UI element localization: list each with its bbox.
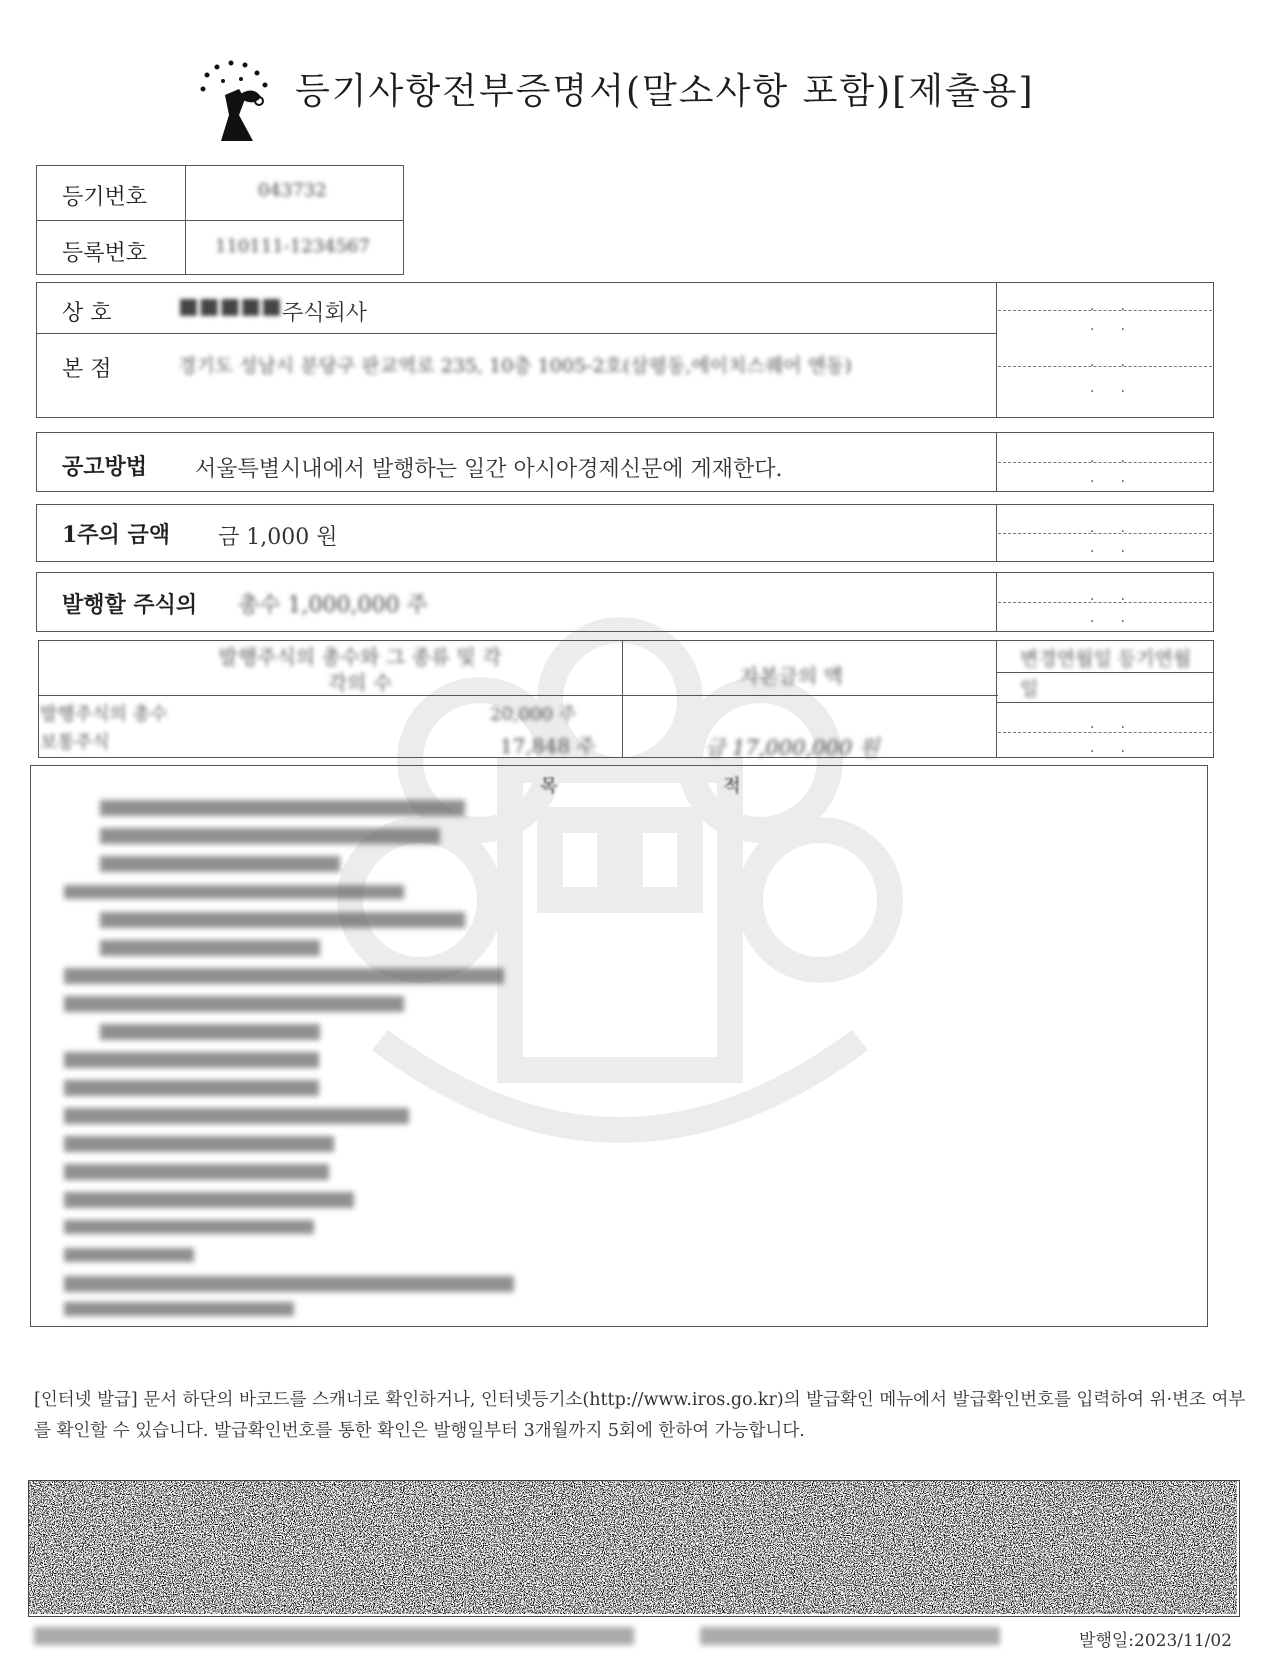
hq-label: 본 점	[62, 357, 112, 382]
issue-date: 발행일:2023/11/02	[1079, 1631, 1232, 1651]
purpose-box	[30, 765, 1208, 1327]
common-shares-value: 17,848 주	[500, 734, 596, 758]
verification-barcode	[28, 1480, 1240, 1617]
purpose-item	[64, 968, 504, 984]
registry-no-value: 043732	[258, 180, 327, 201]
reg-no-value: 110111-1234567	[215, 236, 370, 257]
purpose-item	[64, 1248, 194, 1262]
authorized-shares-value: 총수 1,000,000 주	[238, 593, 428, 618]
purpose-item	[64, 1192, 354, 1208]
purpose-item	[64, 1052, 319, 1068]
purpose-item	[64, 1220, 314, 1234]
common-shares-label: 보통주식	[40, 732, 110, 753]
purpose-item	[64, 1108, 409, 1124]
capital-value: 금 17,000,000 원	[705, 736, 880, 760]
purpose-item	[100, 912, 465, 928]
purpose-item	[100, 940, 320, 956]
shares-header: 발행주식의 총수와 그 종류 및 각각의 수	[218, 645, 502, 695]
registry-no-label: 등기번호	[62, 185, 148, 210]
purpose-item	[64, 996, 404, 1012]
document-title: 등기사항전부증명서(말소사항 포함)[제출용]	[295, 71, 1035, 112]
purpose-item	[100, 800, 465, 816]
company-name-label: 상 호	[62, 301, 112, 326]
certificate-page: 등기사항전부증명서(말소사항 포함)[제출용] 등기번호 043732 등록번호 110111-1234567 .. .. .. .. 상 호 ■■■■■ 주식회사 본 점 경기도 성남시 분당구 판교역로 235, 10층 1005-2호(삼평동,에이치스퀘어 엔동) .. .. 공고방법 서울특별시내에서 발행하는 일간 아시아경제신문에 게재한다. .. .. 1주의 금액 금 1,000 원 .. .. 발행할 주식의 총수 1,000,000 주 발행주식의 총수와 그 종류 및 각각의 수 자본금의 액 변경연월일 등기연월일 발행주식의 총수 20,000 주 보통주식 17,848 주 금 17,000,000 원 .. .. 목 적 [인터넷 발급] 문서 하단의 바코드를 스캐너로 확인하거나, 인터넷등기소(http://www.iros.go.kr)의 발급확인 메뉴에서 발급확인번호를 입력하여 위·변조 여부를 확인할 수 있습니다. 발급확인번호를 통한 확인은 발행일부터 3개월까지 5회에 한하여 가능합니다. 발행일:2023/11/02	[0, 0, 1280, 1671]
dates-header: 변경연월일 등기연월일	[1020, 648, 1192, 700]
internet-issue-notice: [인터넷 발급] 문서 하단의 바코드를 스캐너로 확인하거나, 인터넷등기소(http://www.iros.go.kr)의 발급확인 메뉴에서 발급확인번호를 입력하여 위·변조 여부를 확인할 수 있습니다. 발급확인번호를 통한 확인은 발행일부터 3개월까지 5회에 한하여 가능합니다.	[34, 1390, 1246, 1441]
purpose-item	[64, 1164, 329, 1180]
purpose-item	[64, 1136, 334, 1152]
purpose-item	[100, 1024, 320, 1040]
par-value-label: 1주의 금액	[62, 522, 170, 548]
par-value-value: 금 1,000 원	[218, 525, 338, 550]
notice-method-label: 공고방법	[62, 454, 148, 480]
total-shares-value: 20,000 주	[490, 704, 577, 725]
total-shares-label: 발행주식의 총수	[40, 704, 168, 725]
purpose-item	[100, 828, 440, 844]
justice-logo-icon	[195, 55, 285, 145]
purpose-item	[100, 856, 340, 872]
notice-method-value: 서울특별시내에서 발행하는 일간 아시아경제신문에 게재한다.	[195, 457, 783, 482]
barcode-pattern	[29, 1481, 1237, 1614]
purpose-header: 목 적	[540, 776, 821, 797]
hq-address: 경기도 성남시 분당구 판교역로 235, 10층 1005-2호(삼평동,에이치스퀘어 엔동)	[178, 355, 852, 377]
purpose-item	[64, 1302, 294, 1316]
authorized-shares-label: 발행할 주식의	[62, 592, 198, 618]
document-header	[195, 55, 1095, 145]
company-name-blurred: ■■■■■	[178, 294, 282, 319]
reg-no-label: 등록번호	[62, 241, 148, 266]
purpose-item	[64, 885, 404, 899]
capital-header: 자본금의 액	[740, 664, 843, 688]
purpose-item	[64, 1276, 514, 1292]
purpose-item	[64, 1080, 319, 1096]
company-name-suffix: 주식회사	[282, 301, 368, 326]
